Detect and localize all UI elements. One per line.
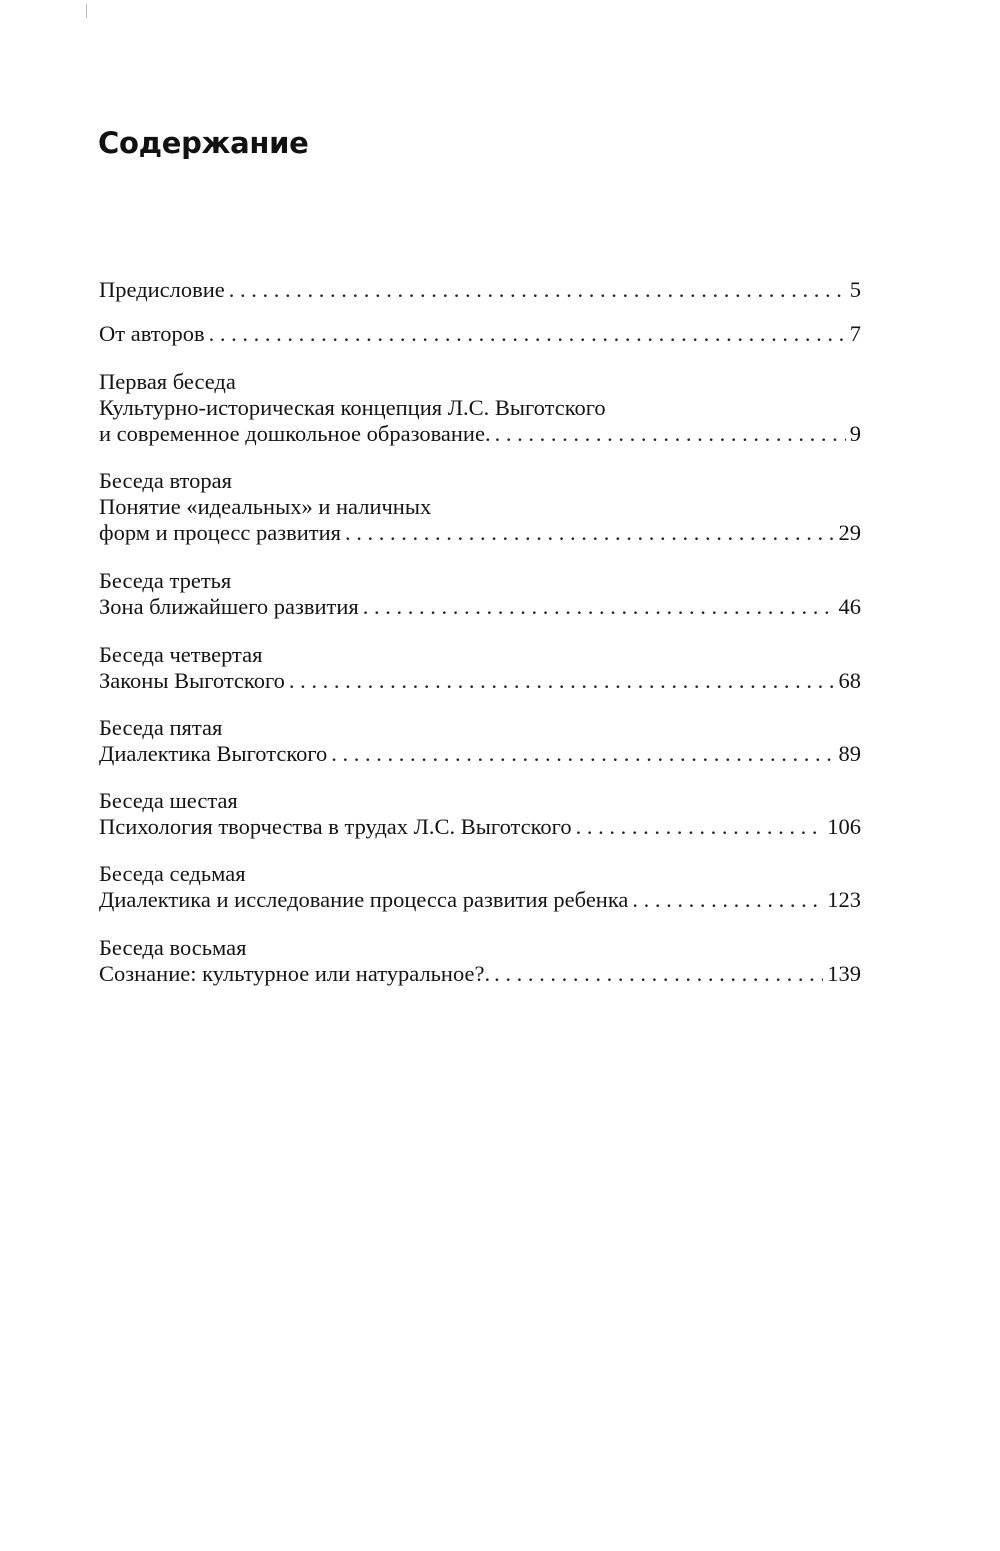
toc-page-number: 89 [838,741,861,766]
page-title: Содержание [98,126,309,160]
toc-entry-title: и современное дошкольное образование. [99,421,491,446]
toc-entry[interactable] [99,642,861,694]
toc-entry[interactable] [99,861,861,913]
toc-entry-heading: Беседа седьмая [99,861,246,886]
toc-page-number: 5 [849,277,861,302]
toc-entry-title: От авторов [99,321,205,346]
toc-entry-heading: Беседа третья [99,568,232,593]
toc-page-number: 9 [849,421,861,446]
toc-entry[interactable] [99,277,861,303]
toc-entry-title: Понятие «идеальных» и наличных [99,494,432,519]
dot-leader [576,814,824,840]
toc-page-number: 139 [827,961,861,986]
toc-page-number: 29 [838,520,861,545]
toc-entry[interactable] [99,369,861,447]
toc-entry-heading: Беседа вторая [99,468,232,493]
dot-leader [495,421,846,447]
toc-entry-title: Культурно-историческая концепция Л.С. Выготского [99,395,606,420]
toc-entry-heading: Беседа четвертая [99,642,263,667]
toc-page-number: 46 [838,594,861,619]
toc-entry[interactable] [99,788,861,840]
dot-leader [209,321,846,347]
dot-leader [345,520,834,546]
toc-entry-heading: Беседа шестая [99,788,238,813]
toc-page-number: 7 [849,321,861,346]
toc-entry-title: Психология творчества в трудах Л.С. Выготского [99,814,572,839]
toc-entry[interactable] [99,568,861,620]
toc-entry-title: Предисловие [99,277,225,302]
dot-leader [632,887,823,913]
dot-leader [289,668,835,694]
dot-leader [331,741,834,767]
toc-entry-heading: Беседа восьмая [99,935,247,960]
toc-entry-title: форм и процесс развития [99,520,342,545]
toc-entry[interactable] [99,321,861,347]
toc-entry[interactable] [99,715,861,767]
toc-page-number: 106 [827,814,861,839]
dot-leader [229,277,846,303]
toc-entry-heading: Первая беседа [99,369,236,394]
dot-leader [494,961,823,987]
toc-entry-title: Диалектика Выготского [99,741,328,766]
toc-entry-title: Сознание: культурное или натуральное?. [99,961,491,986]
scan-mark [86,4,87,18]
toc-entry[interactable] [99,468,861,546]
toc-entry-title: Диалектика и исследование процесса развития ребенка [99,887,629,912]
toc-entry-title: Зона ближайшего развития [99,594,359,619]
toc-page-number: 123 [827,887,861,912]
toc-entry-heading: Беседа пятая [99,715,223,740]
dot-leader [363,594,835,620]
toc-entry[interactable] [99,935,861,987]
toc-entry-title: Законы Выготского [99,668,285,693]
toc-page-number: 68 [838,668,861,693]
